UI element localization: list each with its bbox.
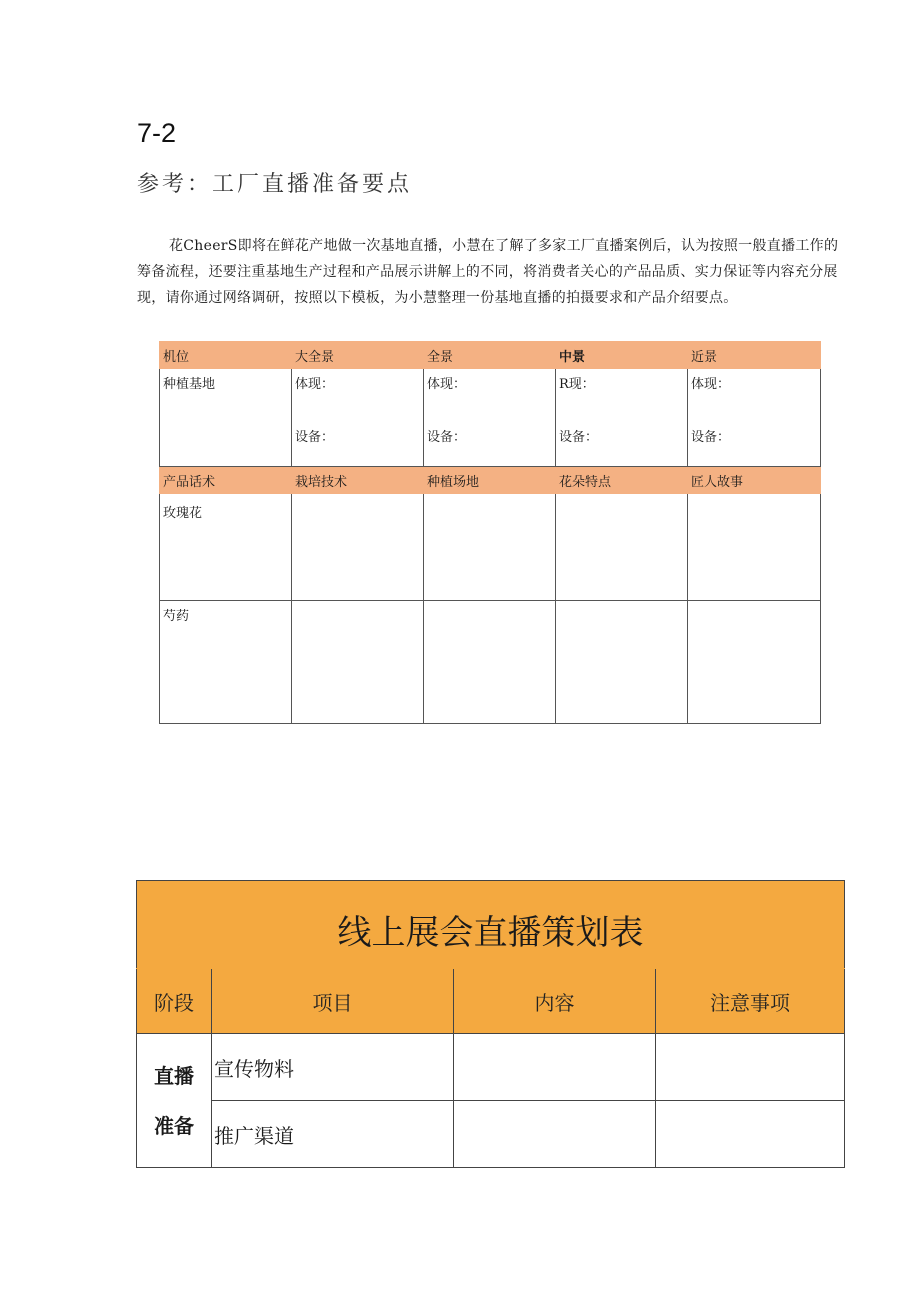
table-cell[interactable]: [688, 601, 821, 724]
show-label: 体现：: [691, 377, 731, 392]
table-row: [160, 601, 821, 724]
device-label: 设备：: [295, 430, 335, 445]
header-cell: 中景: [556, 342, 688, 369]
device-label: 设备：: [427, 430, 467, 445]
column-header: 项目: [212, 969, 454, 1034]
header-cell: 种植场地: [424, 467, 556, 494]
row-label: 芍药: [160, 601, 292, 724]
product-talk-header-row: [160, 467, 821, 494]
notes-cell[interactable]: [656, 1034, 845, 1101]
plan-header-row: [137, 969, 845, 1034]
header-cell: 机位: [160, 342, 292, 369]
show-label: 体现：: [295, 377, 335, 392]
reference-title: 参考：工厂直播准备要点: [137, 172, 413, 197]
header-cell: 近景: [688, 342, 821, 369]
stage-label-line: 直播: [154, 1063, 194, 1088]
shooting-requirements-table: [159, 341, 821, 724]
table-cell: [424, 369, 556, 467]
row-label: 玫瑰花: [160, 494, 292, 601]
header-cell: 全景: [424, 342, 556, 369]
plan-title-row: [137, 881, 845, 969]
content-cell[interactable]: [454, 1101, 656, 1168]
table-cell[interactable]: [292, 601, 424, 724]
stage-label-line: 准备: [154, 1113, 194, 1138]
column-header: 内容: [454, 969, 656, 1034]
table-cell[interactable]: [424, 601, 556, 724]
show-label: 体现：: [427, 377, 467, 392]
plan-table-title: 线上展会直播策划表: [137, 881, 845, 969]
stage-cell: [137, 1034, 212, 1168]
table-cell[interactable]: [424, 494, 556, 601]
table-cell: [688, 369, 821, 467]
header-cell: 匠人故事: [688, 467, 821, 494]
notes-cell[interactable]: [656, 1101, 845, 1168]
item-cell: 推广渠道: [212, 1101, 454, 1168]
live-planning-table: [136, 880, 845, 1168]
item-cell: 宣传物料: [212, 1034, 454, 1101]
table-cell[interactable]: [292, 494, 424, 601]
table-cell: [292, 369, 424, 467]
planting-base-row: [160, 369, 821, 467]
header-cell: 产品话术: [160, 467, 292, 494]
header-cell: 栽培技术: [292, 467, 424, 494]
device-label: 设备：: [559, 430, 599, 445]
table-row: [137, 1034, 845, 1101]
table-cell[interactable]: [556, 494, 688, 601]
intro-paragraph: 花CheerS即将在鲜花产地做一次基地直播，小慧在了解了多家工厂直播案例后，认为按照一般直播工作的筹备流程，还要注重基地生产过程和产品展示讲解上的不同，将消费者关心的产品品质、实力保证等内容充分展现，请你通过网络调研，按照以下模板，为小慧整理一份基地直播的拍摄要求和产品介绍要点。: [137, 238, 839, 306]
content-cell[interactable]: [454, 1034, 656, 1101]
table-row: [160, 494, 821, 601]
table-cell[interactable]: [688, 494, 821, 601]
table-row: [137, 1101, 845, 1168]
table-cell: [556, 369, 688, 467]
camera-position-header-row: [160, 342, 821, 369]
table-cell[interactable]: [556, 601, 688, 724]
show-label: R现：: [559, 377, 595, 392]
device-label: 设备：: [691, 430, 731, 445]
section-number: 7-2: [137, 118, 177, 148]
header-cell: 花朵特点: [556, 467, 688, 494]
header-cell: 大全景: [292, 342, 424, 369]
row-label: 种植基地: [160, 369, 292, 467]
column-header: 注意事项: [656, 969, 845, 1034]
column-header: 阶段: [137, 969, 212, 1034]
